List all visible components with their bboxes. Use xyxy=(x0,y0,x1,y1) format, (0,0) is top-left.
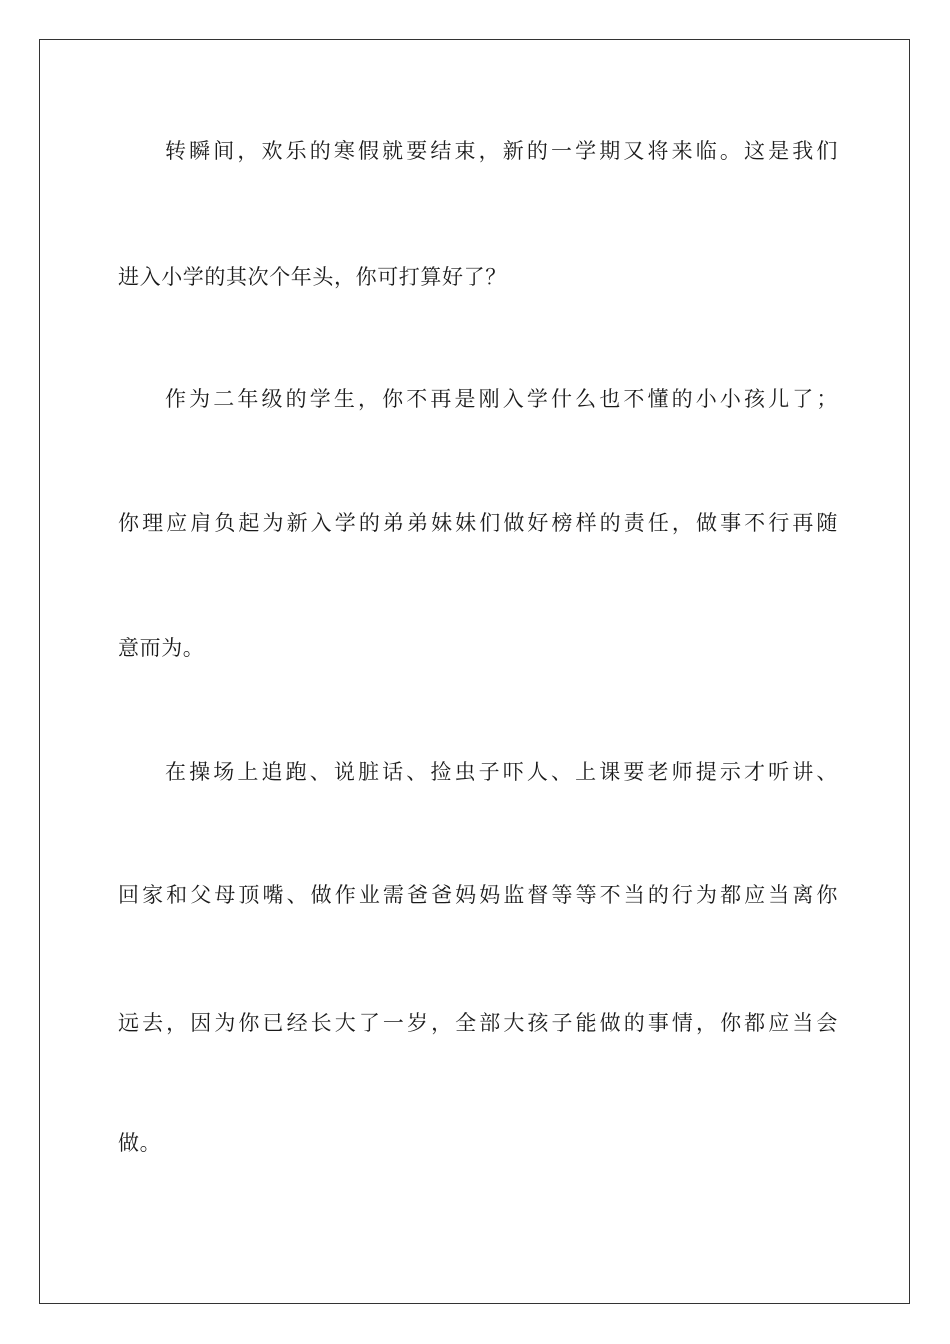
paragraph-1-line-2: 进入小学的其次个年头，你可打算好了？ xyxy=(118,265,507,289)
page-border xyxy=(39,39,910,1304)
paragraph-2-line-3: 意而为。 xyxy=(118,636,205,660)
paragraph-2-line-1: 作为二年级的学生，你不再是刚入学什么也不懂的小小孩儿了； xyxy=(165,387,838,411)
paragraph-2-line-2: 你理应肩负起为新入学的弟弟妹妹们做好榜样的责任，做事不行再随 xyxy=(118,511,838,535)
paragraph-3-line-2: 回家和父母顶嘴、做作业需爸爸妈妈监督等等不当的行为都应当离你 xyxy=(118,883,838,907)
paragraph-3-line-4: 做。 xyxy=(118,1131,162,1155)
paragraph-3-line-3: 远去，因为你已经长大了一岁，全部大孩子能做的事情，你都应当会 xyxy=(118,1011,838,1035)
paragraph-3-line-1: 在操场上追跑、说脏话、捡虫子吓人、上课要老师提示才听讲、 xyxy=(165,760,838,784)
paragraph-1-line-1: 转瞬间，欢乐的寒假就要结束，新的一学期又将来临。这是我们 xyxy=(165,139,838,163)
